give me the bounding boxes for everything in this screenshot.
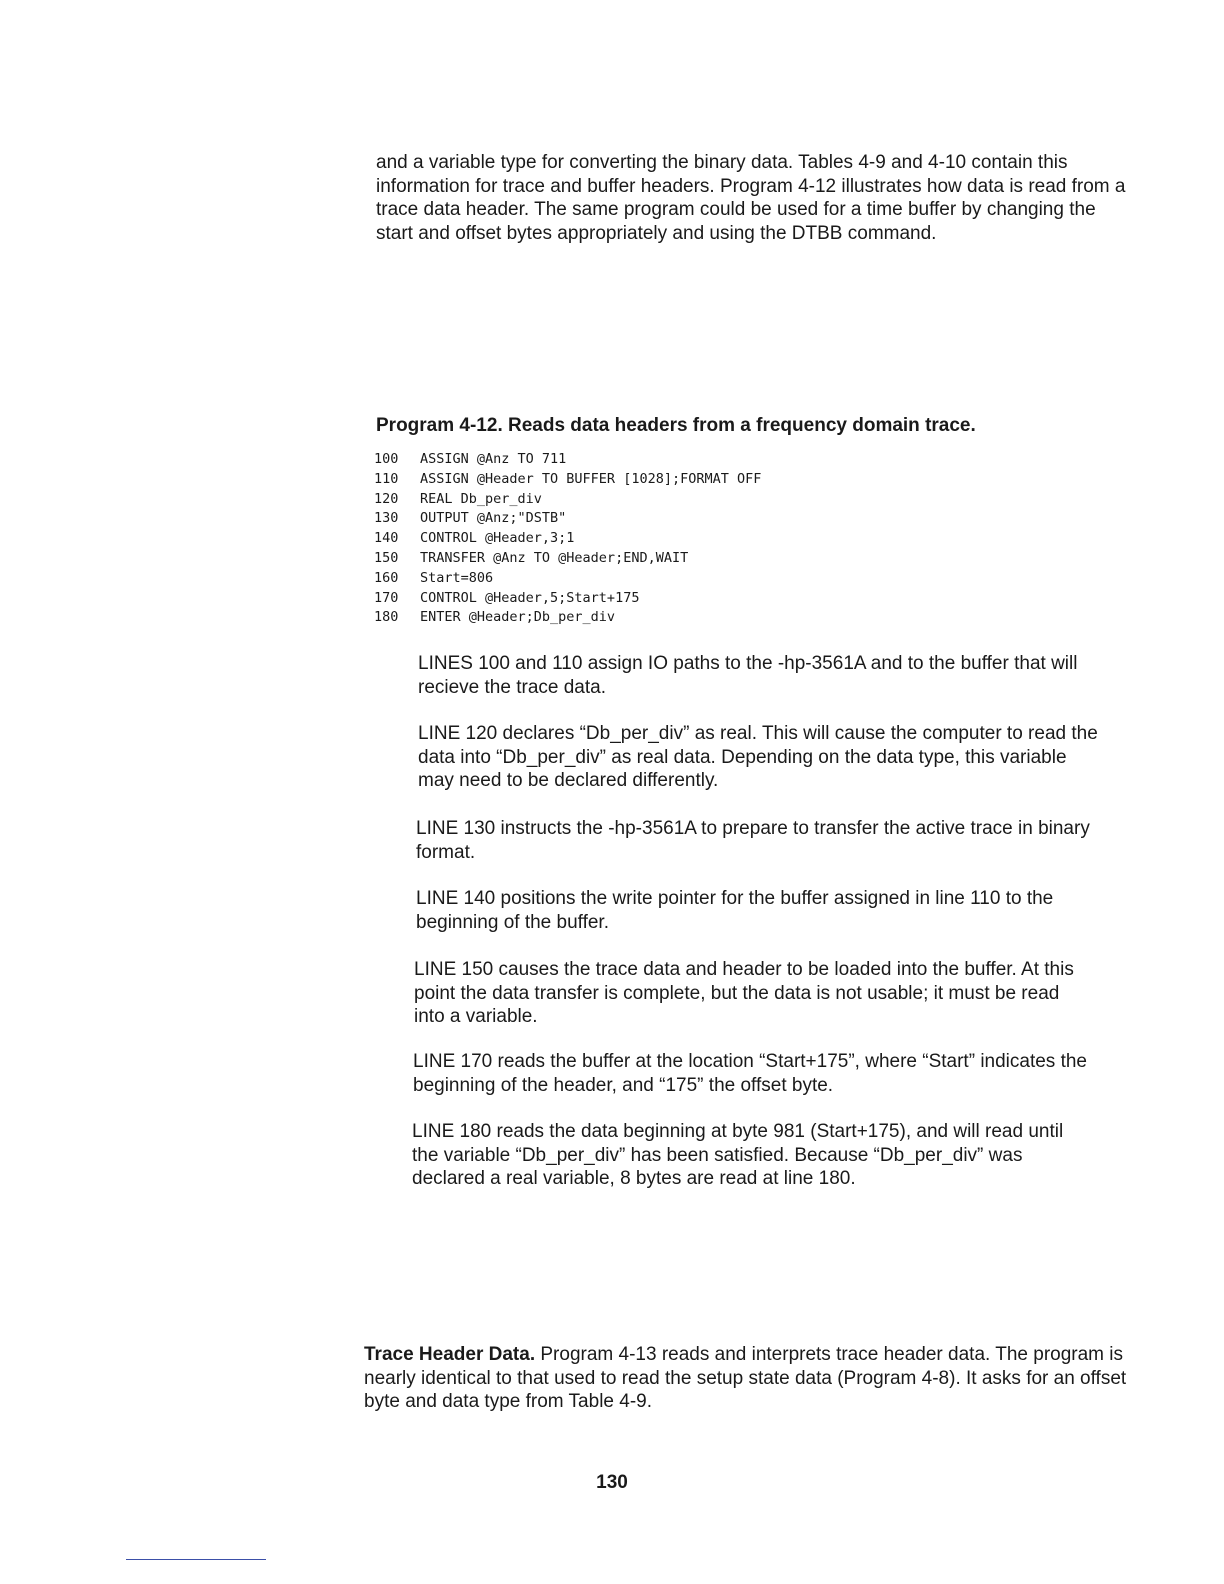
page-number: 130 — [596, 1472, 628, 1493]
code-line-number: 160 — [374, 569, 399, 586]
code-line-number: 100 — [374, 451, 399, 467]
explanation-lines-100-110: LINES 100 and 110 assign IO paths to the -hp-3561A and to the buffer that will recieve the trace data. — [418, 653, 1078, 698]
code-line — [374, 490, 761, 510]
program-title: Program 4-12. Reads data headers from a frequency domain trace. — [376, 415, 976, 436]
code-line-text: OUTPUT @Anz;"DSTB" — [420, 510, 567, 527]
explanation-line-140: LINE 140 positions the write pointer for the buffer assigned in line 110 to the beginning of the buffer. — [416, 888, 1054, 933]
code-line-text: Start=806 — [420, 569, 494, 586]
code-line — [374, 589, 761, 609]
code-line — [374, 608, 761, 628]
code-line-text: TRANSFER @Anz TO @Header;END,WAIT — [420, 549, 689, 566]
code-listing — [374, 450, 761, 628]
explanation-line-130: LINE 130 instructs the -hp-3561A to prepare to transfer the active trace in binary format. — [416, 818, 1090, 863]
trace-header-heading: Trace Header Data. — [364, 1344, 536, 1365]
code-line-text: CONTROL @Header,3;1 — [420, 530, 575, 547]
code-line-number: 180 — [374, 609, 399, 626]
explanation-line-150: LINE 150 causes the trace data and header to be loaded into the buffer. At this point the data transfer is complete, but the data is not usable; it must be read into a variable. — [414, 959, 1074, 1028]
code-line — [374, 450, 761, 470]
code-line-number: 140 — [374, 530, 399, 547]
code-line-text: ASSIGN @Anz TO 711 — [420, 451, 567, 467]
code-line-text: ENTER @Header;Db_per_div — [420, 609, 616, 626]
explanation-line-120: LINE 120 declares “Db_per_div” as real. This will cause the computer to read the data into “Db_per_div” as real data. Depending on the data type, this variable may need to be declared differently. — [418, 723, 1098, 792]
code-line-number: 130 — [374, 510, 399, 527]
code-line — [374, 569, 761, 589]
explanation-line-170: LINE 170 reads the buffer at the location “Start+175”, where “Start” indicates the beginning of the header, and “175” the offset byte. — [413, 1051, 1087, 1096]
trace-header-paragraph — [364, 1343, 1134, 1414]
explanation-line-180: LINE 180 reads the data beginning at byte 981 (Start+175), and will read until the variable “Db_per_div” has been satisfied. Because “Db_per_div” was declared a real variable, 8 bytes are read at line 180. — [412, 1121, 1064, 1190]
intro-paragraph: and a variable type for converting the binary data. Tables 4-9 and 4-10 contain this information for trace and buffer headers. Program 4-12 illustrates how data is read from a trace data header. The same program could be used for a time buffer by changing the start and offset bytes appropriately and using the DTBB command. — [376, 152, 1126, 244]
code-line — [374, 470, 761, 490]
code-line — [374, 549, 761, 569]
code-line-text: REAL Db_per_div — [420, 490, 542, 507]
code-line-number: 110 — [374, 470, 399, 487]
code-line-number: 120 — [374, 490, 399, 507]
code-line — [374, 509, 761, 529]
trace-header-body: Program 4-13 reads and interprets trace header data. The program is nearly identical to that used to read the setup state data (Program 4-8). It asks for an offset byte and data type from Table 4-9. — [364, 1344, 1127, 1413]
code-line-text: CONTROL @Header,5;Start+175 — [420, 589, 640, 606]
code-line-text: ASSIGN @Header TO BUFFER [1028];FORMAT OFF — [420, 470, 762, 487]
footnote-divider — [126, 1559, 266, 1560]
code-line-number: 170 — [374, 589, 399, 606]
code-line — [374, 529, 761, 549]
code-line-number: 150 — [374, 549, 399, 566]
